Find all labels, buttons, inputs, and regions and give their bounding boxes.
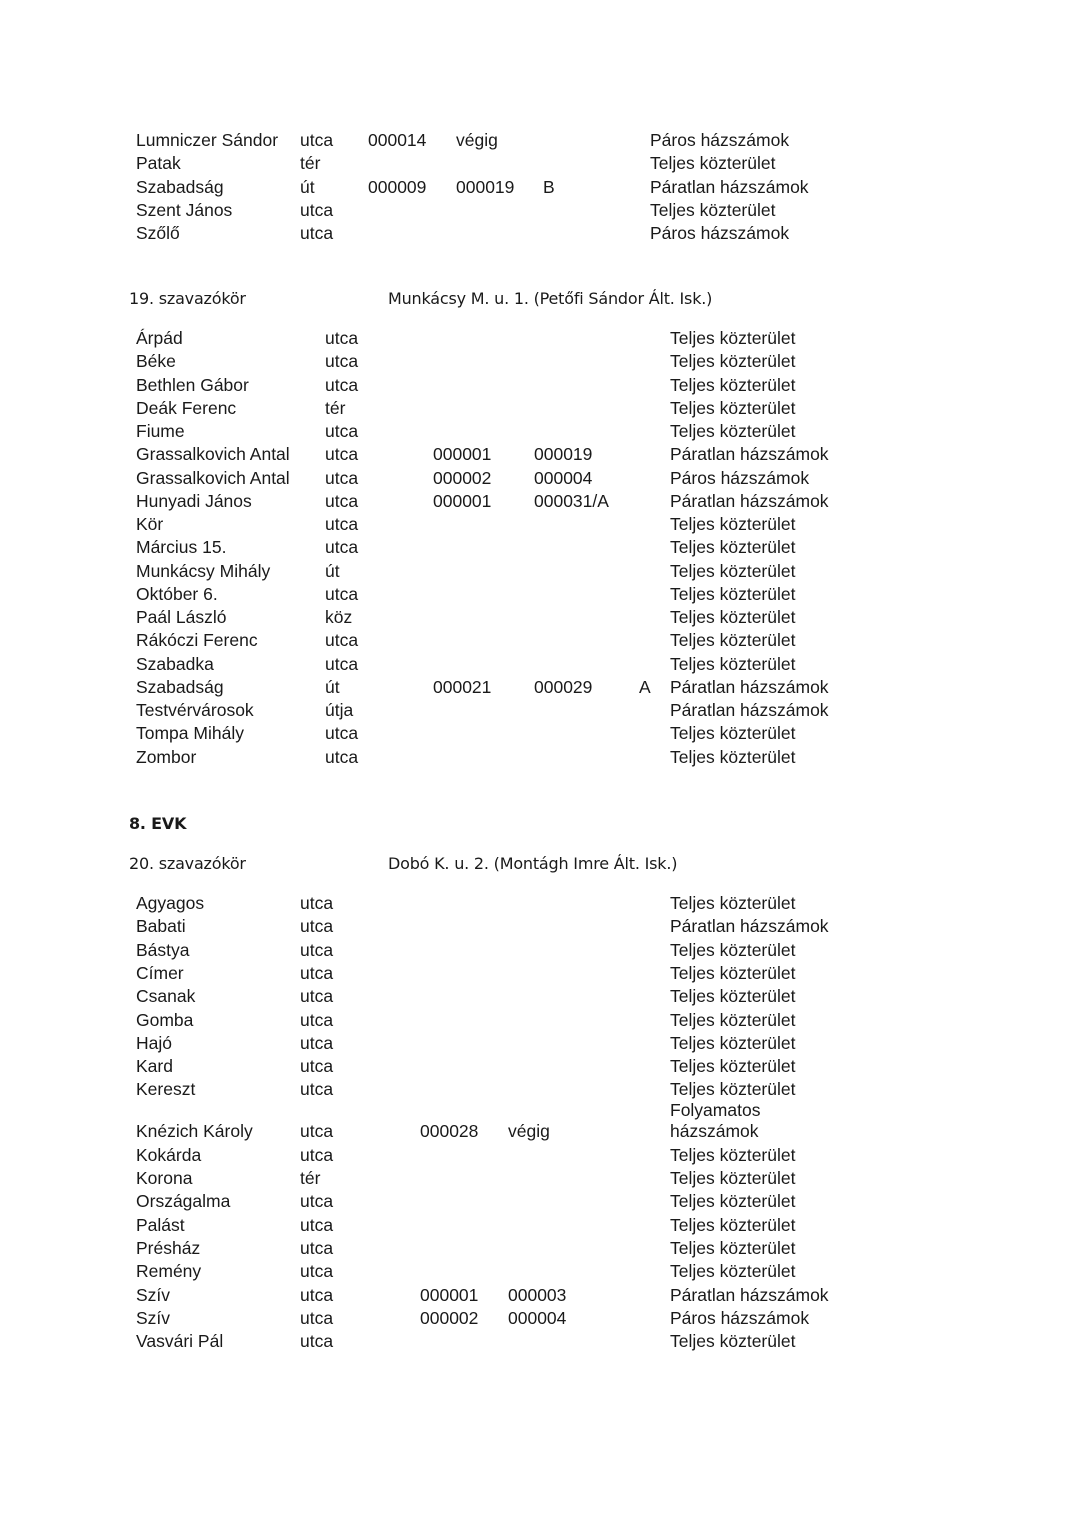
table-row bbox=[0, 1168, 1086, 1191]
street-name: Október 6. bbox=[136, 583, 218, 604]
coverage-description: Teljes közterület bbox=[670, 1032, 796, 1053]
coverage-description: Teljes közterület bbox=[670, 653, 796, 674]
table-row bbox=[0, 1261, 1086, 1284]
coverage-description: Teljes közterület bbox=[670, 939, 796, 960]
street-type: tér bbox=[300, 153, 321, 174]
street-type: utca bbox=[300, 916, 334, 937]
coverage-description: Páros házszámok bbox=[670, 467, 810, 488]
table-row bbox=[0, 514, 1086, 537]
street-name: Vasvári Pál bbox=[136, 1331, 224, 1352]
coverage-description: Teljes közterület bbox=[670, 746, 796, 767]
street-type: utca bbox=[300, 1009, 334, 1030]
coverage-description: Teljes közterület bbox=[670, 537, 796, 558]
house-number-to: 000004 bbox=[534, 467, 593, 488]
coverage-description: Teljes közterület bbox=[670, 1079, 796, 1100]
street-type: utca bbox=[325, 467, 359, 488]
coverage-description: Teljes közterület bbox=[670, 630, 796, 651]
coverage-description: Teljes közterület bbox=[670, 421, 796, 441]
table-row bbox=[0, 963, 1086, 986]
street-name: Lumniczer Sándor bbox=[136, 130, 279, 150]
street-name: Kard bbox=[136, 1056, 173, 1077]
street-type: tér bbox=[300, 1168, 321, 1188]
street-type: utca bbox=[300, 893, 334, 913]
coverage-description: Teljes közterület bbox=[670, 893, 796, 913]
coverage-description-line1: Folyamatos bbox=[670, 1100, 761, 1121]
table-row bbox=[0, 491, 1086, 514]
street-name: Tompa Mihály bbox=[136, 723, 244, 744]
street-name: Kokárda bbox=[136, 1144, 202, 1165]
street-name: Címer bbox=[136, 962, 184, 983]
street-name: Zombor bbox=[136, 746, 197, 767]
street-name: Országalma bbox=[136, 1191, 231, 1212]
street-type: utca bbox=[325, 421, 359, 441]
house-number-from: 000002 bbox=[433, 467, 492, 488]
street-type: út bbox=[325, 676, 340, 697]
coverage-description: Teljes közterület bbox=[670, 1168, 796, 1188]
street-name: Hajó bbox=[136, 1032, 172, 1053]
table-row bbox=[0, 398, 1086, 421]
street-type: utca bbox=[300, 1284, 334, 1305]
street-type: utca bbox=[325, 444, 359, 465]
house-number-from: 000001 bbox=[433, 444, 492, 465]
street-name: Palást bbox=[136, 1214, 185, 1235]
table-row bbox=[0, 916, 1086, 939]
street-name: Korona bbox=[136, 1168, 193, 1188]
table-row bbox=[0, 1285, 1086, 1308]
street-name: Munkácsy Mihály bbox=[136, 560, 271, 581]
table-row bbox=[0, 1033, 1086, 1056]
street-type: utca bbox=[325, 351, 359, 372]
street-type: utca bbox=[325, 537, 359, 558]
street-name: Knézich Károly bbox=[136, 1121, 253, 1142]
table-row bbox=[0, 421, 1086, 444]
street-name: Szent János bbox=[136, 199, 233, 220]
street-type: utca bbox=[325, 723, 359, 744]
street-type: utca bbox=[325, 630, 359, 651]
house-number-from: 000002 bbox=[420, 1307, 479, 1328]
street-name: Március 15. bbox=[136, 537, 227, 558]
coverage-description: Páratlan házszámok bbox=[650, 176, 809, 197]
table-row bbox=[0, 940, 1086, 963]
table-row bbox=[0, 537, 1086, 560]
precinct-20-location: Dobó K. u. 2. (Montágh Imre Ált. Isk.) bbox=[388, 854, 678, 873]
house-number-to: végig bbox=[508, 1121, 550, 1142]
street-type: utca bbox=[300, 1056, 334, 1077]
house-number-from: 000009 bbox=[368, 176, 427, 197]
street-type: utca bbox=[300, 1261, 334, 1282]
house-number-suffix: A bbox=[639, 676, 651, 697]
table-row bbox=[0, 747, 1086, 770]
table-row bbox=[0, 351, 1086, 374]
street-type: utca bbox=[300, 939, 334, 960]
street-type: utca bbox=[300, 1237, 334, 1258]
street-type: utca bbox=[300, 1079, 334, 1100]
coverage-description: Teljes közterület bbox=[650, 153, 776, 174]
house-number-from: 000021 bbox=[433, 676, 492, 697]
street-name: Bástya bbox=[136, 939, 190, 960]
coverage-description: Páratlan házszámok bbox=[670, 916, 829, 937]
street-type: utca bbox=[325, 583, 359, 604]
table-row bbox=[0, 130, 1086, 153]
street-type: utca bbox=[300, 1331, 334, 1352]
table-row bbox=[0, 654, 1086, 677]
coverage-description: Teljes közterület bbox=[670, 397, 796, 418]
street-type: utca bbox=[300, 962, 334, 983]
coverage-description: Teljes közterület bbox=[670, 560, 796, 581]
house-number-to: 000019 bbox=[534, 444, 593, 465]
table-row bbox=[0, 630, 1086, 653]
coverage-description: Páratlan házszámok bbox=[670, 676, 829, 697]
coverage-description: Teljes közterület bbox=[670, 1056, 796, 1077]
street-type: utca bbox=[300, 130, 334, 150]
table-row bbox=[0, 1079, 1086, 1102]
street-type: utca bbox=[325, 374, 359, 395]
table-row bbox=[0, 1238, 1086, 1261]
street-name: Szőlő bbox=[136, 223, 180, 244]
house-number-to: 000031/A bbox=[534, 490, 609, 511]
street-type: utca bbox=[300, 986, 334, 1007]
coverage-description: Teljes közterület bbox=[670, 1009, 796, 1030]
table-row bbox=[0, 177, 1086, 200]
street-type: utca bbox=[300, 1144, 334, 1165]
coverage-description: Páratlan házszámok bbox=[670, 700, 829, 720]
house-number-to: 000003 bbox=[508, 1284, 567, 1305]
table-row bbox=[0, 200, 1086, 223]
street-name: Bethlen Gábor bbox=[136, 374, 249, 395]
street-type: utca bbox=[325, 746, 359, 767]
house-number-suffix: B bbox=[543, 176, 555, 197]
street-name: Présház bbox=[136, 1237, 201, 1258]
house-number-from: 000001 bbox=[420, 1284, 479, 1305]
street-type: útja bbox=[325, 700, 354, 720]
street-name: Paál László bbox=[136, 607, 227, 627]
street-type: utca bbox=[325, 514, 359, 534]
street-name: Deák Ferenc bbox=[136, 397, 237, 418]
coverage-description: Teljes közterület bbox=[670, 514, 796, 534]
street-name: Babati bbox=[136, 916, 186, 937]
table-row bbox=[0, 584, 1086, 607]
street-name: Remény bbox=[136, 1261, 202, 1282]
street-name: Grassalkovich Antal bbox=[136, 467, 290, 488]
table-row bbox=[0, 1308, 1086, 1331]
coverage-description: Teljes közterület bbox=[670, 351, 796, 372]
table-row bbox=[0, 1191, 1086, 1214]
coverage-description: Teljes közterület bbox=[670, 962, 796, 983]
house-number-to: 000004 bbox=[508, 1307, 567, 1328]
street-type: utca bbox=[300, 1121, 334, 1142]
street-type: utca bbox=[300, 1032, 334, 1053]
house-number-from: 000014 bbox=[368, 130, 427, 150]
table-row bbox=[0, 223, 1086, 246]
street-name: Gomba bbox=[136, 1009, 194, 1030]
coverage-description: Teljes közterület bbox=[670, 328, 796, 348]
table-row bbox=[0, 1100, 1086, 1144]
coverage-description: Teljes közterület bbox=[670, 1214, 796, 1235]
street-type: út bbox=[325, 560, 340, 581]
coverage-description: Teljes közterület bbox=[670, 723, 796, 744]
table-row bbox=[0, 700, 1086, 723]
street-type: köz bbox=[325, 607, 353, 627]
street-name: Szív bbox=[136, 1307, 171, 1328]
table-row bbox=[0, 1010, 1086, 1033]
street-name: Patak bbox=[136, 153, 181, 174]
table-row bbox=[0, 375, 1086, 398]
table-row bbox=[0, 607, 1086, 630]
street-type: utca bbox=[325, 653, 359, 674]
district-8-heading: 8. EVK bbox=[129, 814, 187, 833]
table-row bbox=[0, 1331, 1086, 1354]
precinct-19-label: 19. szavazókör bbox=[129, 289, 246, 308]
coverage-description: Teljes közterület bbox=[670, 986, 796, 1007]
street-name: Szabadság bbox=[136, 676, 224, 697]
coverage-description: Teljes közterület bbox=[670, 1237, 796, 1258]
coverage-description: Páros házszámok bbox=[650, 223, 790, 244]
precinct-20-label: 20. szavazókör bbox=[129, 854, 246, 873]
precinct-19-location: Munkácsy M. u. 1. (Petőfi Sándor Ált. Isk.) bbox=[388, 289, 713, 308]
street-type: utca bbox=[300, 1307, 334, 1328]
street-type: utca bbox=[325, 490, 359, 511]
table-row bbox=[0, 1215, 1086, 1238]
coverage-description: Teljes közterület bbox=[670, 374, 796, 395]
street-name: Agyagos bbox=[136, 893, 205, 913]
street-name: Kör bbox=[136, 514, 164, 534]
coverage-description: Teljes közterület bbox=[670, 1331, 796, 1352]
street-name: Hunyadi János bbox=[136, 490, 252, 511]
table-row bbox=[0, 677, 1086, 700]
coverage-description: Teljes közterület bbox=[670, 607, 796, 627]
coverage-description: Teljes közterület bbox=[670, 1261, 796, 1282]
street-name: Grassalkovich Antal bbox=[136, 444, 290, 465]
street-name: Fiume bbox=[136, 421, 185, 441]
coverage-description: Páros házszámok bbox=[650, 130, 790, 150]
street-type: utca bbox=[300, 199, 334, 220]
street-name: Testvérvárosok bbox=[136, 700, 254, 720]
house-number-from: 000001 bbox=[433, 490, 492, 511]
street-name: Szabadság bbox=[136, 176, 224, 197]
table-row bbox=[0, 723, 1086, 746]
street-name: Rákóczi Ferenc bbox=[136, 630, 258, 651]
coverage-description: Teljes közterület bbox=[650, 199, 776, 220]
street-name: Szív bbox=[136, 1284, 171, 1305]
street-type: utca bbox=[300, 223, 334, 244]
coverage-description: Teljes közterület bbox=[670, 583, 796, 604]
street-type: utca bbox=[300, 1214, 334, 1235]
coverage-description: Teljes közterület bbox=[670, 1144, 796, 1165]
house-number-to: végig bbox=[456, 130, 498, 150]
street-type: tér bbox=[325, 397, 346, 418]
table-row bbox=[0, 153, 1086, 176]
house-number-to: 000029 bbox=[534, 676, 593, 697]
table-row bbox=[0, 468, 1086, 491]
table-row bbox=[0, 561, 1086, 584]
table-row bbox=[0, 444, 1086, 467]
street-name: Béke bbox=[136, 351, 176, 372]
street-name: Szabadka bbox=[136, 653, 214, 674]
table-row bbox=[0, 986, 1086, 1009]
street-type: utca bbox=[325, 328, 359, 348]
table-row bbox=[0, 328, 1086, 351]
street-type: út bbox=[300, 176, 315, 197]
house-number-from: 000028 bbox=[420, 1121, 479, 1142]
table-row bbox=[0, 1056, 1086, 1079]
coverage-description: Teljes közterület bbox=[670, 1191, 796, 1212]
street-name: Árpád bbox=[136, 328, 183, 348]
coverage-description: Páratlan házszámok bbox=[670, 1284, 829, 1305]
house-number-to: 000019 bbox=[456, 176, 515, 197]
street-name: Kereszt bbox=[136, 1079, 196, 1100]
coverage-description: Páros házszámok bbox=[670, 1307, 810, 1328]
street-name: Csanak bbox=[136, 986, 196, 1007]
coverage-description: Páratlan házszámok bbox=[670, 444, 829, 465]
table-row bbox=[0, 1145, 1086, 1168]
table-row bbox=[0, 893, 1086, 916]
coverage-description: házszámok bbox=[670, 1121, 759, 1142]
street-type: utca bbox=[300, 1191, 334, 1212]
coverage-description: Páratlan házszámok bbox=[670, 490, 829, 511]
